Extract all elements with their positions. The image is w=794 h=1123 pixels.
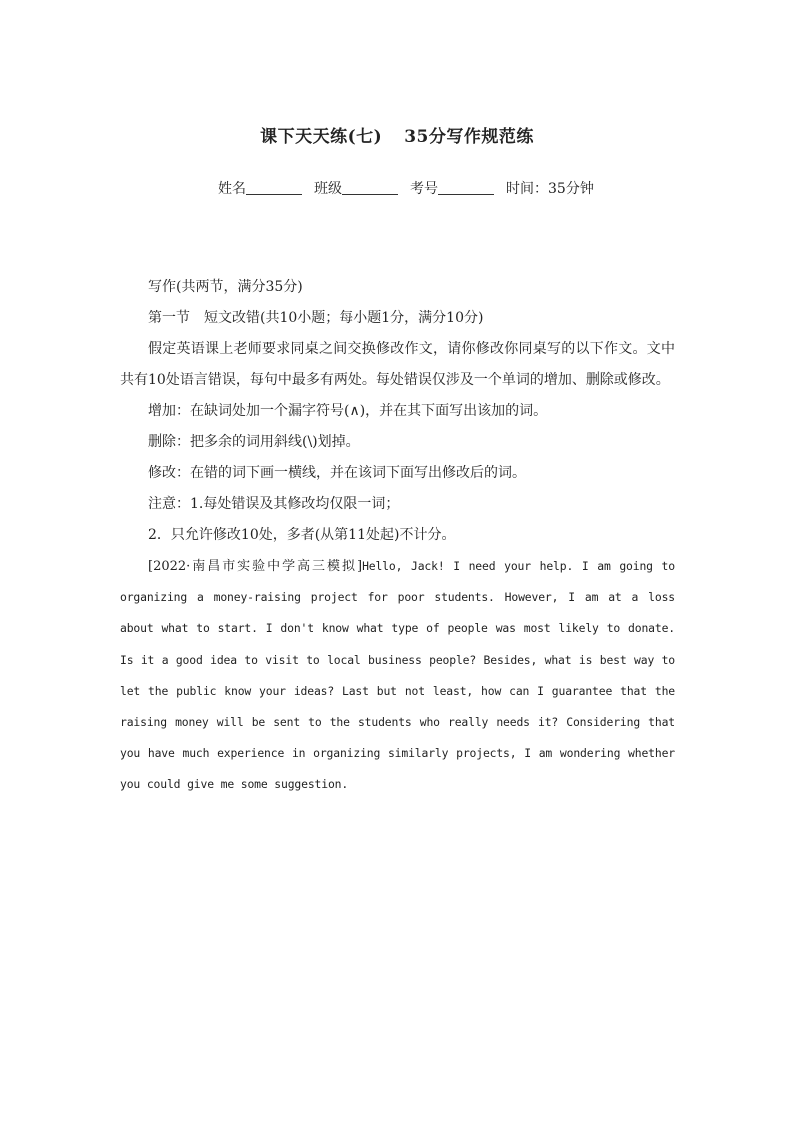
content-body [120, 272, 675, 801]
exam-no-label: 考号 [410, 181, 438, 197]
page-title [0, 122, 794, 147]
student-info-line [218, 178, 594, 198]
add-rule: 增加：在缺词处加一个漏字符号(∧)，并在其下面写出该加的词。 [148, 403, 548, 419]
passage-paragraph [120, 551, 675, 801]
passage-source: [2022·南昌市实验中学高三模拟] [148, 559, 363, 574]
exam-no-blank [438, 180, 494, 195]
part1-heading: 第一节 短文改错(共10小题；每小题1分，满分10分) [148, 310, 484, 326]
time-label: 时间：35分钟 [506, 181, 594, 197]
delete-rule: 删除：把多余的词用斜线(\)划掉。 [148, 434, 360, 450]
instruction-paragraph: 假定英语课上老师要求同桌之间交换修改作文，请你修改你同桌写的以下作文。文中共有10处语言错误，每句中最多有两处。每处错误仅涉及一个单词的增加、删除或修改。 [120, 341, 675, 388]
modify-rule: 修改：在错的词下画一横线，并在该词下面写出修改后的词。 [148, 465, 526, 481]
class-label: 班级 [314, 181, 342, 197]
note-1: 注意：1.每处错误及其修改均仅限一词； [148, 496, 400, 512]
title-left: 课下天天练(七) [260, 127, 383, 147]
name-blank [246, 180, 302, 195]
note-2: 2．只允许修改10处，多者(从第11处起)不计分。 [148, 527, 456, 543]
name-label: 姓名 [218, 181, 246, 197]
class-blank [342, 180, 398, 195]
section-heading: 写作(共两节，满分35分) [148, 279, 303, 295]
title-right: 35分写作规范练 [404, 127, 534, 147]
passage-text: Hello, Jack! I need your help. I am going to organizing a money-raising project for poor students. However, I am at a loss about what to start. I don't know what type of people was most likely to donate. Is it a good idea to visit to local business people? Besides, what is best way to let the public know your ideas? Last but not least, how can I guarantee that the raising money will be sent to the students who really needs it? Considering that you have much experience in organizing similarly projects, I am wondering whether you could give me some suggestion. [120, 559, 675, 792]
